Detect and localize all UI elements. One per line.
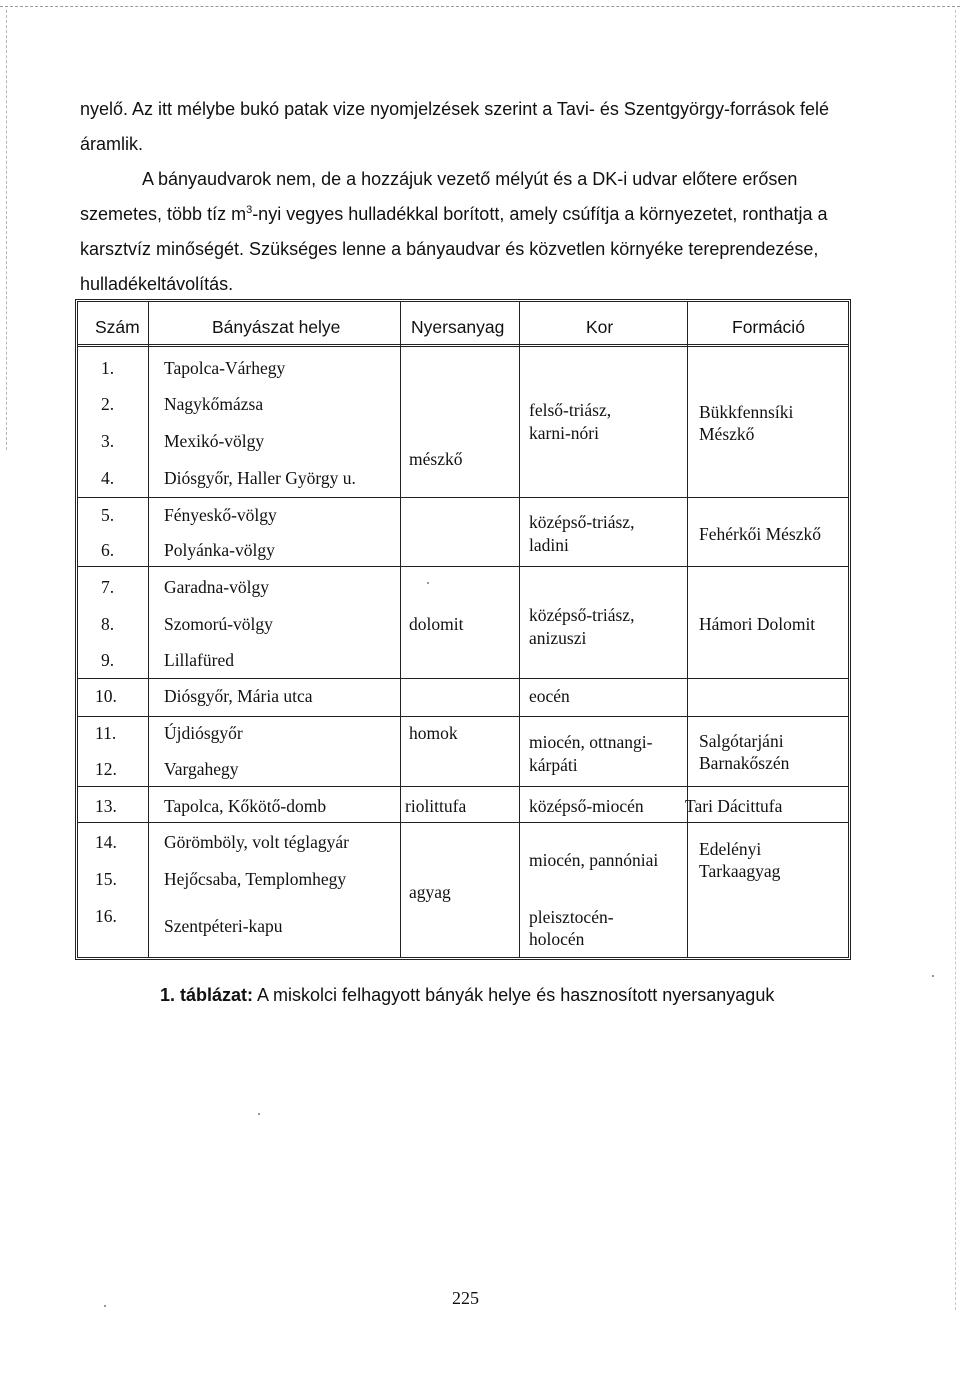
age-holocen: holocén [529, 929, 585, 949]
material-meszko: mészkő [409, 449, 463, 469]
mine-place: Tapolca, Kőkötő-domb [164, 796, 327, 816]
header-divider [78, 344, 848, 347]
scan-border-right [955, 10, 956, 1310]
row-number: 14. [95, 832, 117, 852]
row-number: 15. [95, 869, 117, 889]
material-homok: homok [409, 723, 458, 743]
column-divider [519, 302, 520, 957]
header-kor: Kor [586, 317, 614, 337]
age-pleisztocen: pleisztocén- [529, 907, 614, 927]
row-number: 16. [95, 906, 117, 926]
age-karpati: kárpáti [529, 755, 578, 775]
row-divider [78, 678, 848, 679]
mines-table [75, 299, 851, 960]
page-number: 225 [452, 1288, 479, 1308]
formation-edelenyi: Edelényi [699, 839, 762, 859]
formation-hamori: Hámori Dolomit [699, 614, 816, 634]
column-divider [148, 302, 149, 957]
mine-place: Hejőcsaba, Templomhegy [164, 869, 347, 889]
row-number: 1. [101, 358, 115, 378]
age-kozepso-triasz: középső-triász, [529, 512, 635, 532]
body-text [80, 92, 880, 302]
paragraph-1: nyelő. Az itt mélybe bukó patak vize nyomjelzések szerint a Tavi- és Szentgyörgy-források felé áramlik. [80, 99, 830, 154]
scan-speck [427, 582, 429, 584]
mine-place: Újdiósgyőr [164, 723, 243, 743]
column-divider [687, 302, 688, 957]
row-divider [78, 566, 848, 567]
formation-tari: Tari Dácittufa [685, 796, 783, 816]
mine-place: Vargahegy [164, 759, 239, 779]
header-nyersanyag: Nyersanyag [411, 317, 505, 337]
header-formacio: Formáció [732, 317, 805, 337]
formation-barnakoszen: Barnakőszén [699, 753, 790, 773]
caption-text: A miskolci felhagyott bányák helye és hasznosított nyersanyaguk [253, 985, 775, 1005]
material-dolomit: dolomit [409, 614, 464, 634]
material-riolittufa: riolittufa [405, 796, 467, 816]
row-divider [78, 716, 848, 717]
row-divider [78, 786, 848, 787]
row-number: 6. [101, 540, 115, 560]
table-caption [160, 985, 774, 1006]
mine-place: Garadna-völgy [164, 577, 269, 597]
row-number: 5. [101, 505, 115, 525]
header-banyaszat-helye: Bányászat helye [212, 317, 341, 337]
age-felso-triasz: felső-triász, [529, 400, 612, 420]
row-number: 7. [101, 577, 115, 597]
age-eocen: eocén [529, 686, 570, 706]
age-miocen-pannoniai: miocén, pannóniai [529, 850, 659, 870]
scan-speck [258, 1113, 260, 1115]
row-number: 13. [95, 796, 117, 816]
formation-feherkoi: Fehérkői Mészkő [699, 524, 821, 544]
row-number: 2. [101, 394, 115, 414]
row-number: 8. [101, 614, 115, 634]
row-number: 10. [95, 686, 117, 706]
age-karni-nori: karni-nóri [529, 423, 599, 443]
formation-tarkaagyag: Tarkaagyag [699, 861, 781, 881]
mine-place: Mexikó-völgy [164, 431, 265, 451]
age-anizuszi: anizuszi [529, 628, 587, 648]
row-divider [78, 822, 848, 823]
formation-salgotarjani: Salgótarjáni [699, 731, 784, 751]
mine-place: Szomorú-völgy [164, 614, 273, 634]
scan-border-top [0, 6, 960, 7]
mine-place: Szentpéteri-kapu [164, 916, 283, 936]
formation-bukkfennsiki: Bükkfennsíki [699, 402, 794, 422]
superscript-3: 3 [246, 204, 253, 216]
material-agyag: agyag [409, 882, 451, 902]
column-divider [400, 302, 401, 957]
row-number: 3. [101, 431, 115, 451]
mine-place: Polyánka-völgy [164, 540, 275, 560]
scan-speck [932, 975, 934, 977]
row-divider [78, 497, 848, 498]
scan-border-left [6, 10, 7, 450]
age-ladini: ladini [529, 535, 569, 555]
mine-place: Diósgyőr, Mária utca [164, 686, 313, 706]
mine-place: Görömböly, volt téglagyár [164, 832, 350, 852]
row-number: 11. [95, 723, 117, 743]
header-szam: Szám [95, 317, 140, 337]
mine-place: Lillafüred [164, 650, 234, 670]
row-number: 12. [95, 759, 117, 779]
mine-place: Diósgyőr, Haller György u. [164, 468, 356, 488]
caption-label: 1. táblázat: [160, 985, 254, 1005]
row-number: 9. [101, 650, 115, 670]
age-kozepso-miocen: középső-miocén [529, 796, 644, 816]
age-miocen-ottnangi: miocén, ottnangi- [529, 732, 653, 752]
scan-speck [104, 1305, 106, 1307]
row-number: 4. [101, 468, 115, 488]
mine-place: Fényeskő-völgy [164, 505, 277, 525]
paragraph-2: A bányaudvarok nem, de a hozzájuk vezető mélyút és a DK-i udvar előtere erősen szemetes, több tíz $m^3$-nyi vegyes hulladékkal borított, amely csúfítja a környezetet, ronthatja a karsztvíz minőségét. Szükséges lenne a bányaudvar és közvetlen környéke tereprendezése, hulladékeltávolítás. [80, 169, 828, 294]
age-kozepso-triasz: középső-triász, [529, 605, 635, 625]
mine-place: Tapolca-Várhegy [164, 358, 286, 378]
formation-meszko: Mészkő [699, 424, 755, 444]
mine-place: Nagykőmázsa [164, 394, 264, 414]
